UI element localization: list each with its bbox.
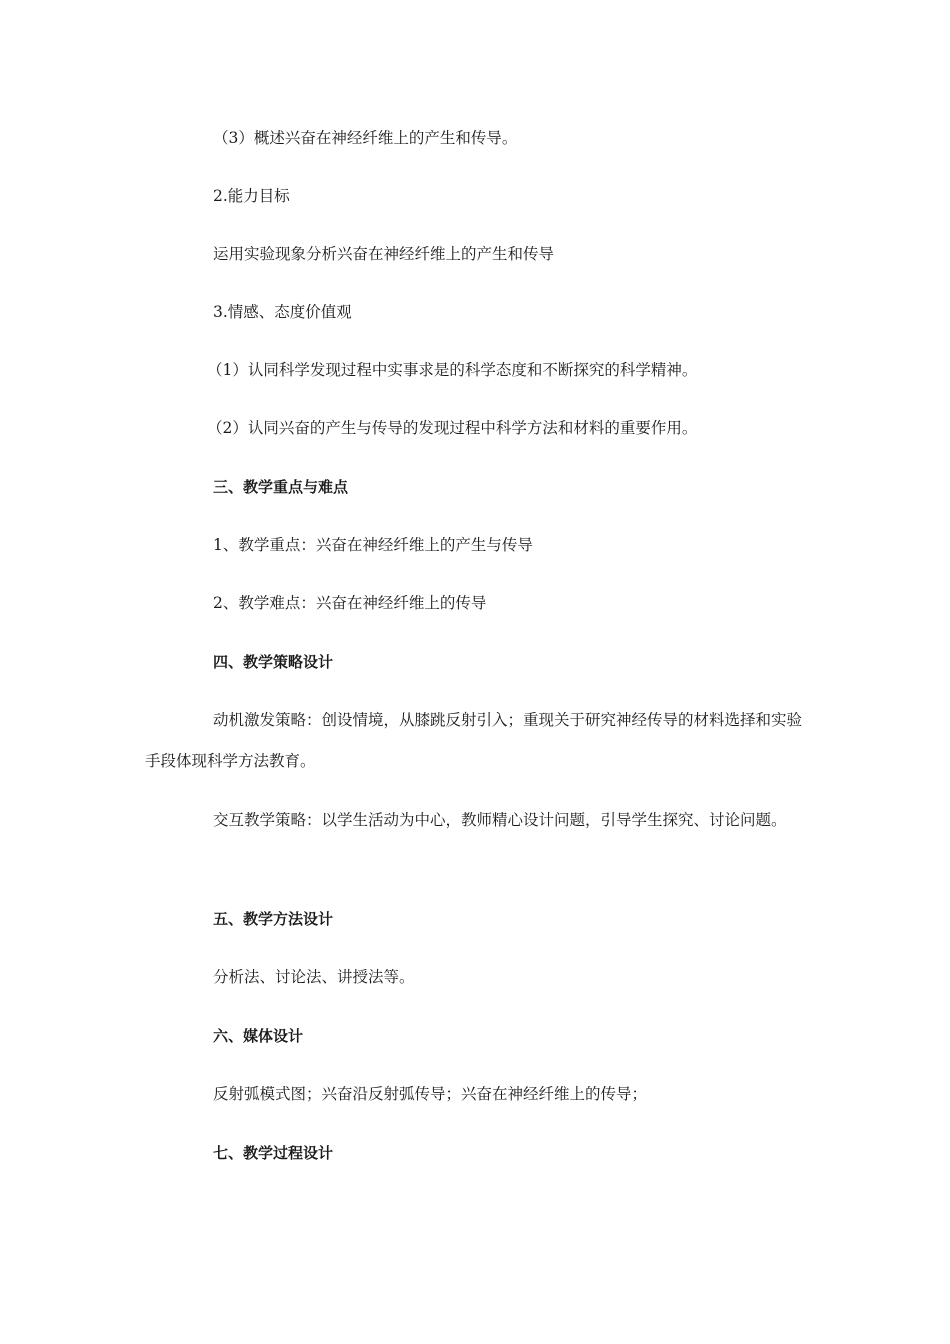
ability-objective-text: 运用实验现象分析兴奋在神经纤维上的产生和传导 bbox=[213, 245, 555, 263]
teaching-difficult-point: 2、教学难点：兴奋在神经纤维上的传导 bbox=[213, 594, 487, 612]
teaching-key-point: 1、教学重点：兴奋在神经纤维上的产生与传导 bbox=[213, 536, 533, 554]
section-4-heading: 四、教学策略设计 bbox=[213, 653, 334, 671]
media-design-text: 反射弧模式图；兴奋沿反射弧传导；兴奋在神经纤维上的传导； bbox=[213, 1085, 648, 1103]
section-5-heading: 五、教学方法设计 bbox=[213, 910, 334, 928]
ability-objective-heading: 2.能力目标 bbox=[213, 187, 290, 205]
section-6-heading: 六、媒体设计 bbox=[213, 1027, 304, 1045]
emotion-objective-heading: 3.情感、态度价值观 bbox=[213, 303, 352, 321]
teaching-methods-text: 分析法、讨论法、讲授法等。 bbox=[213, 968, 415, 986]
motivation-strategy-paragraph: 动机激发策略：创设情境，从膝跳反射引入；重现关于研究神经传导的材料选择和实验手段体现科学方法教育。 bbox=[145, 711, 803, 770]
section-3-heading: 三、教学重点与难点 bbox=[213, 478, 349, 496]
emotion-objective-item-1: （1）认同科学发现过程中实事求是的科学态度和不断探究的科学精神。 bbox=[207, 361, 698, 379]
emotion-objective-item-2: （2）认同兴奋的产生与传导的发现过程中科学方法和材料的重要作用。 bbox=[207, 419, 698, 437]
section-7-heading: 七、教学过程设计 bbox=[213, 1144, 334, 1162]
interaction-strategy-paragraph: 交互教学策略：以学生活动为中心，教师精心设计问题，引导学生探究、讨论问题。 bbox=[213, 811, 787, 829]
knowledge-objective-item-3: （3）概述兴奋在神经纤维上的产生和传导。 bbox=[213, 129, 518, 147]
